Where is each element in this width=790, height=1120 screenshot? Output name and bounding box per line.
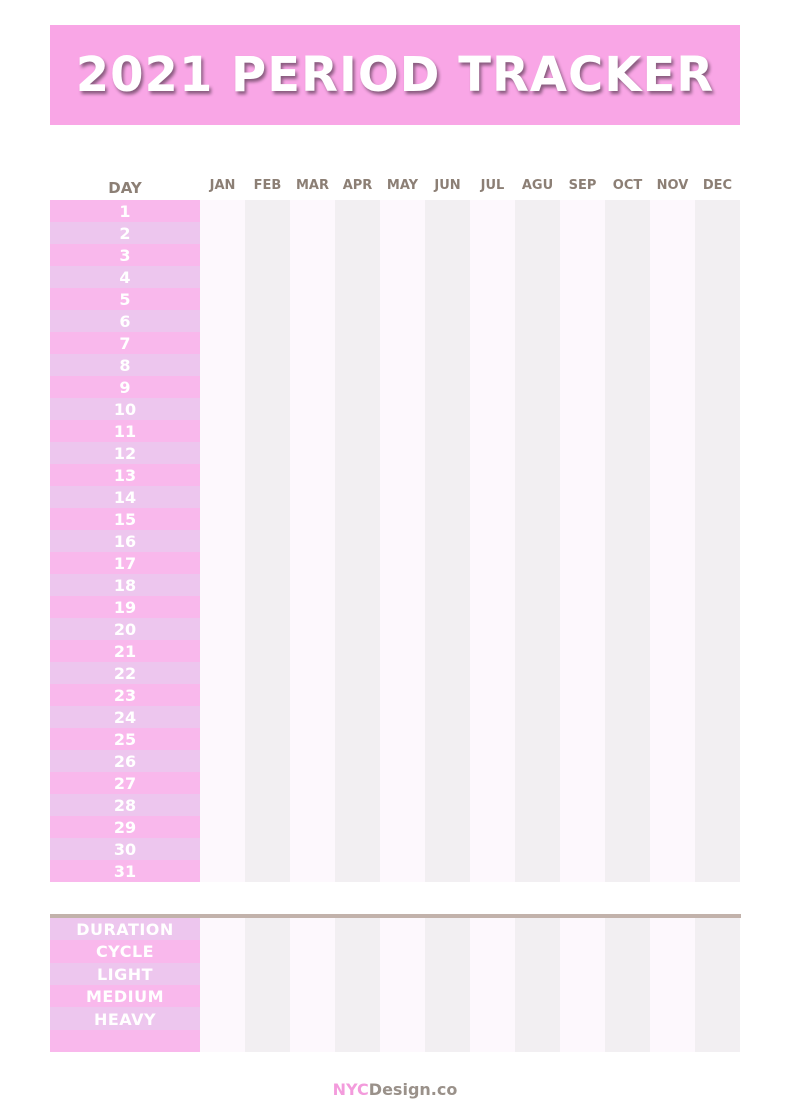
tracker-column-sep[interactable]	[560, 200, 605, 882]
month-header-jan: JAN	[209, 178, 236, 193]
summary-column-jan[interactable]	[200, 918, 245, 1052]
month-header-may: MAY	[386, 178, 419, 193]
summary-column-jun[interactable]	[425, 918, 470, 1052]
tracker-column-agu[interactable]	[515, 200, 560, 882]
summary-column-apr[interactable]	[335, 918, 380, 1052]
day-label: 25	[50, 728, 200, 750]
month-header-oct: OCT	[612, 178, 643, 193]
day-label: 31	[50, 860, 200, 882]
summary-column-sep[interactable]	[560, 918, 605, 1052]
footer-brand-rest: Design.co	[368, 1080, 458, 1099]
day-label: 23	[50, 684, 200, 706]
month-header-apr: APR	[342, 178, 373, 193]
tracker-column-may[interactable]	[380, 200, 425, 882]
day-label: 13	[50, 464, 200, 486]
day-label: 5	[50, 288, 200, 310]
summary-label-cycle: CYCLE	[95, 942, 155, 962]
tracker-column-nov[interactable]	[650, 200, 695, 882]
day-label: 26	[50, 750, 200, 772]
month-header-feb: FEB	[253, 178, 282, 193]
day-label: 3	[50, 244, 200, 266]
tracker-column-jan[interactable]	[200, 200, 245, 882]
day-label: 14	[50, 486, 200, 508]
day-label: 30	[50, 838, 200, 860]
summary-column-agu[interactable]	[515, 918, 560, 1052]
day-label: 22	[50, 662, 200, 684]
summary-column-jul[interactable]	[470, 918, 515, 1052]
title-banner	[50, 25, 740, 125]
day-label: 7	[50, 332, 200, 354]
day-label: 21	[50, 640, 200, 662]
day-label: 11	[50, 420, 200, 442]
month-header-mar: MAR	[295, 178, 329, 193]
month-header-sep: SEP	[568, 178, 597, 193]
tracker-column-apr[interactable]	[335, 200, 380, 882]
summary-label-heavy: HEAVY	[93, 1009, 157, 1029]
day-label: 2	[50, 222, 200, 244]
footer-brand	[0, 1080, 790, 1099]
day-label: 16	[50, 530, 200, 552]
summary-label-light: LIGHT	[96, 964, 154, 984]
day-label: 29	[50, 816, 200, 838]
day-label: 27	[50, 772, 200, 794]
summary-column-oct[interactable]	[605, 918, 650, 1052]
day-label: 8	[50, 354, 200, 376]
day-label: 24	[50, 706, 200, 728]
month-header-jul: JUL	[480, 178, 505, 193]
day-label: 6	[50, 310, 200, 332]
tracker-column-feb[interactable]	[245, 200, 290, 882]
day-label: 4	[50, 266, 200, 288]
month-header-jun: JUN	[434, 178, 461, 193]
day-label: 1	[50, 200, 200, 222]
summary-column-may[interactable]	[380, 918, 425, 1052]
day-label: 20	[50, 618, 200, 640]
tracker-column-jul[interactable]	[470, 200, 515, 882]
day-label: 9	[50, 376, 200, 398]
day-label: 10	[50, 398, 200, 420]
summary-column-mar[interactable]	[290, 918, 335, 1052]
summary-label-background	[50, 1030, 200, 1052]
month-header-nov: NOV	[656, 178, 689, 193]
summary-column-feb[interactable]	[245, 918, 290, 1052]
tracker-column-dec[interactable]	[695, 200, 740, 882]
tracker-column-jun[interactable]	[425, 200, 470, 882]
page-title: 2021 PERIOD TRACKER	[75, 47, 715, 103]
day-label: 28	[50, 794, 200, 816]
summary-label-duration: DURATION	[76, 920, 174, 939]
tracker-column-oct[interactable]	[605, 200, 650, 882]
day-label: 19	[50, 596, 200, 618]
month-header-dec: DEC	[702, 178, 733, 193]
summary-column-dec[interactable]	[695, 918, 740, 1052]
day-label: 15	[50, 508, 200, 530]
day-label: 17	[50, 552, 200, 574]
footer-brand-nyc: NYC	[332, 1080, 369, 1099]
month-header-agu: AGU	[521, 178, 554, 193]
day-column-header: DAY	[108, 179, 142, 197]
day-label: 18	[50, 574, 200, 596]
summary-label-medium: MEDIUM	[86, 987, 164, 1007]
day-label: 12	[50, 442, 200, 464]
summary-column-nov[interactable]	[650, 918, 695, 1052]
tracker-column-mar[interactable]	[290, 200, 335, 882]
